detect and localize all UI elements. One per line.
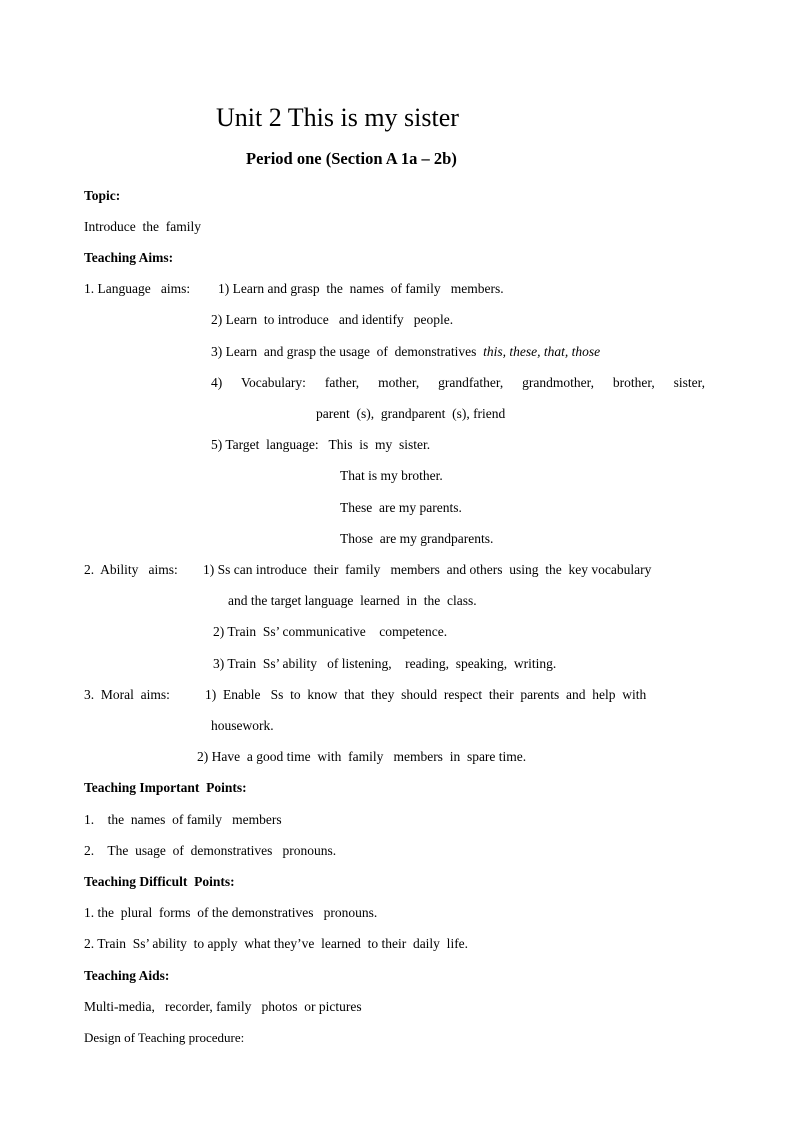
important-point: 1. the names of family members: [84, 812, 282, 827]
language-aim-4-vocabulary-cont: parent (s), grandparent (s), friend: [316, 406, 506, 421]
teaching-aims-heading: Teaching Aims:: [84, 250, 174, 265]
moral-aim-1: 1) Enable Ss to know that they should respect their parents and help with: [205, 687, 647, 702]
ability-aim-1-cont: and the target language learned in the class.: [228, 593, 477, 608]
teaching-aids-text: Multi-media, recorder, family photos or pictures: [84, 999, 362, 1014]
language-aim-3-text: 3) Learn and grasp the usage of demonstratives: [211, 344, 484, 359]
important-points-heading: Teaching Important Points:: [84, 780, 247, 795]
topic-heading: Topic:: [84, 188, 121, 203]
target-sentence: That is my brother.: [340, 468, 443, 483]
target-sentence: These are my parents.: [340, 500, 462, 515]
topic-text: Introduce the family: [84, 219, 201, 234]
moral-aim-1-cont: housework.: [211, 718, 274, 733]
ability-aims-label: 2. Ability aims:: [84, 562, 178, 577]
demonstratives-list: this, these, that, those: [483, 344, 601, 359]
ability-aim-1: 1) Ss can introduce their family members and others using the key vocabulary: [203, 562, 652, 577]
moral-aims-label: 3. Moral aims:: [84, 687, 170, 702]
language-aim-5-target: 5) Target language: This is my sister.: [211, 437, 431, 452]
page-title: Unit 2 This is my sister: [216, 103, 459, 132]
difficult-point: 1. the plural forms of the demonstratives pronouns.: [84, 905, 378, 920]
ability-aim-3: 3) Train Ss’ ability of listening, reading, speaking, writing.: [213, 656, 557, 671]
language-aims-label: 1. Language aims:: [84, 281, 191, 296]
language-aim-1: 1) Learn and grasp the names of family members.: [218, 281, 504, 296]
target-sentence: Those are my grandparents.: [340, 531, 494, 546]
ability-aim-2: 2) Train Ss’ communicative competence.: [213, 624, 448, 639]
moral-aim-2: 2) Have a good time with family members in spare time.: [197, 749, 527, 764]
difficult-points-heading: Teaching Difficult Points:: [84, 874, 235, 889]
difficult-point: 2. Train Ss’ ability to apply what they’ve learned to their daily life.: [84, 936, 469, 951]
procedure-heading: Design of Teaching procedure:: [84, 1030, 245, 1045]
page-subtitle: Period one (Section A 1a – 2b): [246, 149, 457, 168]
important-point: 2. The usage of demonstratives pronouns.: [84, 843, 337, 858]
language-aim-2: 2) Learn to introduce and identify people.: [211, 312, 454, 327]
language-aim-3: [211, 343, 600, 361]
language-aim-4-vocabulary: 4) Vocabulary: father, mother, grandfather, grandmother, brother, sister,: [211, 375, 705, 390]
teaching-aids-heading: Teaching Aids:: [84, 968, 170, 983]
